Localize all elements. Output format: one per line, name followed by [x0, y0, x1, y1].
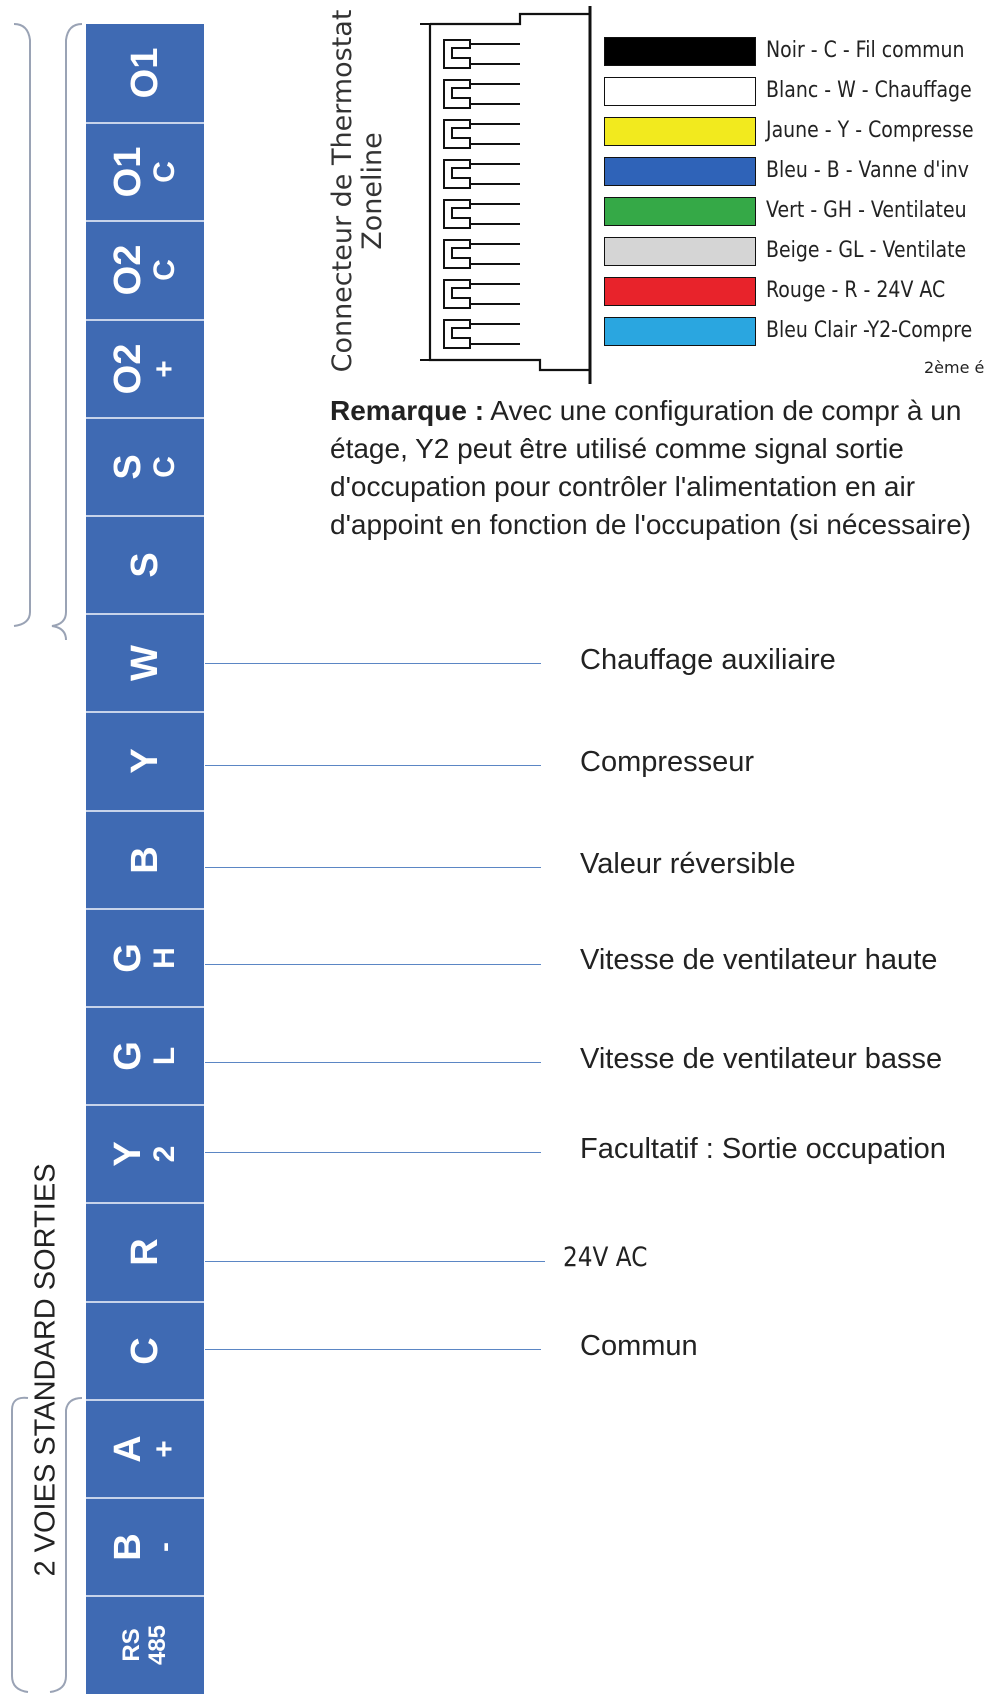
- output-label: Vitesse de ventilateur basse: [580, 1043, 943, 1075]
- wire-label: Noir - C - Fil commun: [766, 38, 965, 63]
- note: [330, 392, 1006, 544]
- wire-label: Vert - GH - Ventilateu: [766, 198, 967, 223]
- terminal-label: R: [124, 1238, 166, 1267]
- wire-label: Bleu Clair -Y2-Compre: [766, 318, 973, 343]
- output-label: Compresseur: [580, 746, 755, 778]
- output-label: Vitesse de ventilateur haute: [580, 944, 938, 976]
- terminal-sublabel: C: [148, 259, 181, 282]
- terminal: [86, 220, 204, 318]
- terminal-label: S: [107, 454, 149, 480]
- wire-swatch: [604, 317, 756, 346]
- wire-swatch: [604, 117, 756, 146]
- terminal: [86, 1202, 204, 1300]
- terminal-label: W: [124, 645, 166, 682]
- terminal-sublabel: +: [148, 359, 181, 378]
- wire-swatch: [604, 37, 756, 66]
- wire-swatch: [604, 197, 756, 226]
- terminal-label: Y: [124, 748, 166, 775]
- wire-label: Beige - GL - Ventilate: [766, 238, 967, 263]
- terminal: [86, 613, 204, 711]
- terminal-label: C: [124, 1336, 166, 1365]
- bracket-top: [52, 24, 82, 640]
- output-leader-line: [205, 964, 541, 965]
- terminal-label: G: [107, 943, 149, 973]
- terminal-sublabel: C: [148, 161, 181, 184]
- terminal: [86, 1497, 204, 1595]
- note-label: Remarque :: [330, 395, 485, 426]
- note-text: Avec une configuration de compr à un étage, Y2 peut être utilisé comme signal sortie d'occupation pour contrôler l'alimentation en air d'appoint en fonction de l'occupation (si nécessaire): [330, 395, 972, 540]
- output-label: Chauffage auxiliaire: [580, 644, 836, 676]
- terminal-label: O1: [107, 146, 149, 198]
- terminal-label: O2: [107, 343, 149, 395]
- terminal-label: B: [124, 845, 166, 874]
- terminal: [86, 515, 204, 613]
- terminal: [86, 1301, 204, 1399]
- terminal: [86, 1399, 204, 1497]
- terminal-label: O1: [124, 47, 166, 99]
- output-label: Valeur réversible: [580, 848, 796, 880]
- output-label: Commun: [580, 1330, 698, 1362]
- terminal-label: G: [107, 1041, 149, 1071]
- wire-label: Bleu - B - Vanne d'inv: [766, 158, 969, 183]
- terminal-label: RS: [118, 1628, 145, 1662]
- wire-label: Rouge - R - 24V AC: [766, 278, 946, 303]
- output-leader-line: [205, 1349, 541, 1350]
- terminal: [86, 908, 204, 1006]
- terminal-label: Y: [107, 1141, 149, 1167]
- connector-title: [328, 0, 388, 386]
- terminal: [86, 1104, 204, 1202]
- connector-housing: [420, 6, 590, 384]
- wire-swatch: [604, 277, 756, 306]
- output-leader-line: [205, 1152, 541, 1153]
- terminal: [86, 417, 204, 515]
- terminal-label: A: [107, 1435, 149, 1463]
- connector-title-line2: Zoneline: [357, 132, 388, 250]
- output-leader-line: [205, 663, 541, 664]
- wire-swatch: [604, 157, 756, 186]
- output-leader-line: [205, 1261, 545, 1262]
- bracket-top-left: [14, 24, 30, 626]
- side-label: [26, 1080, 66, 1660]
- terminal: [86, 24, 204, 122]
- output-label: 24V AC: [563, 1242, 648, 1273]
- wire-sublabel: 2ème é: [924, 358, 985, 377]
- wire-swatch: [604, 237, 756, 266]
- wire-swatch: [604, 77, 756, 106]
- terminal-sublabel: 2: [148, 1145, 181, 1163]
- terminal: [86, 1595, 204, 1693]
- terminal-sublabel: 485: [144, 1625, 171, 1666]
- output-leader-line: [205, 765, 541, 766]
- terminal: [86, 122, 204, 220]
- terminal-sublabel: L: [148, 1046, 181, 1066]
- output-label: Facultatif : Sortie occupation: [580, 1133, 946, 1165]
- terminal: [86, 711, 204, 809]
- wire-label: Blanc - W - Chauffage: [766, 78, 972, 103]
- terminal-label: S: [124, 552, 166, 578]
- connector-title-line1: Connecteur de Thermostat: [327, 9, 358, 373]
- wire-label: Jaune - Y - Compresse: [766, 118, 974, 143]
- terminal-strip: [86, 24, 204, 1694]
- terminal: [86, 810, 204, 908]
- terminal-sublabel: -: [148, 1542, 181, 1553]
- output-leader-line: [205, 1062, 541, 1063]
- terminal: [86, 1006, 204, 1104]
- terminal: [86, 319, 204, 417]
- terminal-label: B: [107, 1533, 149, 1561]
- terminal-sublabel: H: [148, 947, 181, 969]
- terminal-sublabel: +: [148, 1440, 181, 1458]
- output-leader-line: [205, 867, 541, 868]
- side-label-text: 2 VOIES STANDARD SORTIES: [29, 1163, 62, 1577]
- terminal-label: O2: [107, 245, 149, 296]
- terminal-sublabel: C: [148, 456, 181, 478]
